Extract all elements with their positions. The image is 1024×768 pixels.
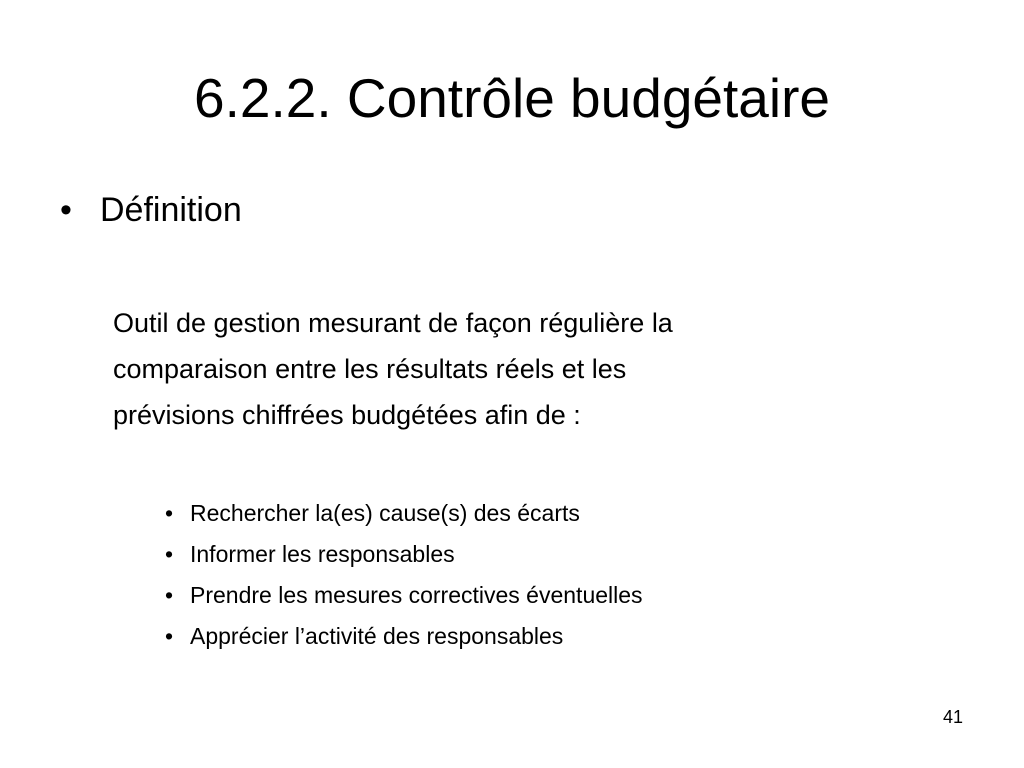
sub-bullet-label: Rechercher la(es) cause(s) des écarts bbox=[190, 500, 580, 526]
bullet-dot: • bbox=[60, 191, 72, 229]
main-bullet-label: Définition bbox=[100, 191, 242, 229]
sub-bullet-item bbox=[165, 575, 643, 616]
paragraph-line: prévisions chiffrées budgétées afin de : bbox=[113, 400, 581, 430]
slide-title: 6.2.2. Contrôle budgétaire bbox=[194, 67, 830, 129]
main-bullet bbox=[60, 188, 242, 232]
page-number: 41 bbox=[942, 707, 963, 727]
sub-bullet-item bbox=[165, 534, 643, 575]
bullet-dot: • bbox=[165, 500, 174, 526]
bullet-dot: • bbox=[165, 582, 174, 608]
sub-bullet-list bbox=[165, 493, 643, 657]
sub-bullet-item bbox=[165, 616, 643, 657]
sub-bullet-label: Apprécier l’activité des responsables bbox=[190, 623, 564, 649]
sub-bullet-label: Informer les responsables bbox=[190, 541, 455, 567]
sub-bullet-label: Prendre les mesures correctives éventuelles bbox=[190, 582, 643, 608]
paragraph-line: comparaison entre les résultats réels et les bbox=[113, 354, 627, 384]
bullet-dot: • bbox=[165, 623, 174, 649]
bullet-dot: • bbox=[165, 541, 174, 567]
sub-bullet-item bbox=[165, 493, 643, 534]
definition-paragraph bbox=[113, 300, 913, 438]
paragraph-line: Outil de gestion mesurant de façon régulière la bbox=[113, 308, 673, 338]
